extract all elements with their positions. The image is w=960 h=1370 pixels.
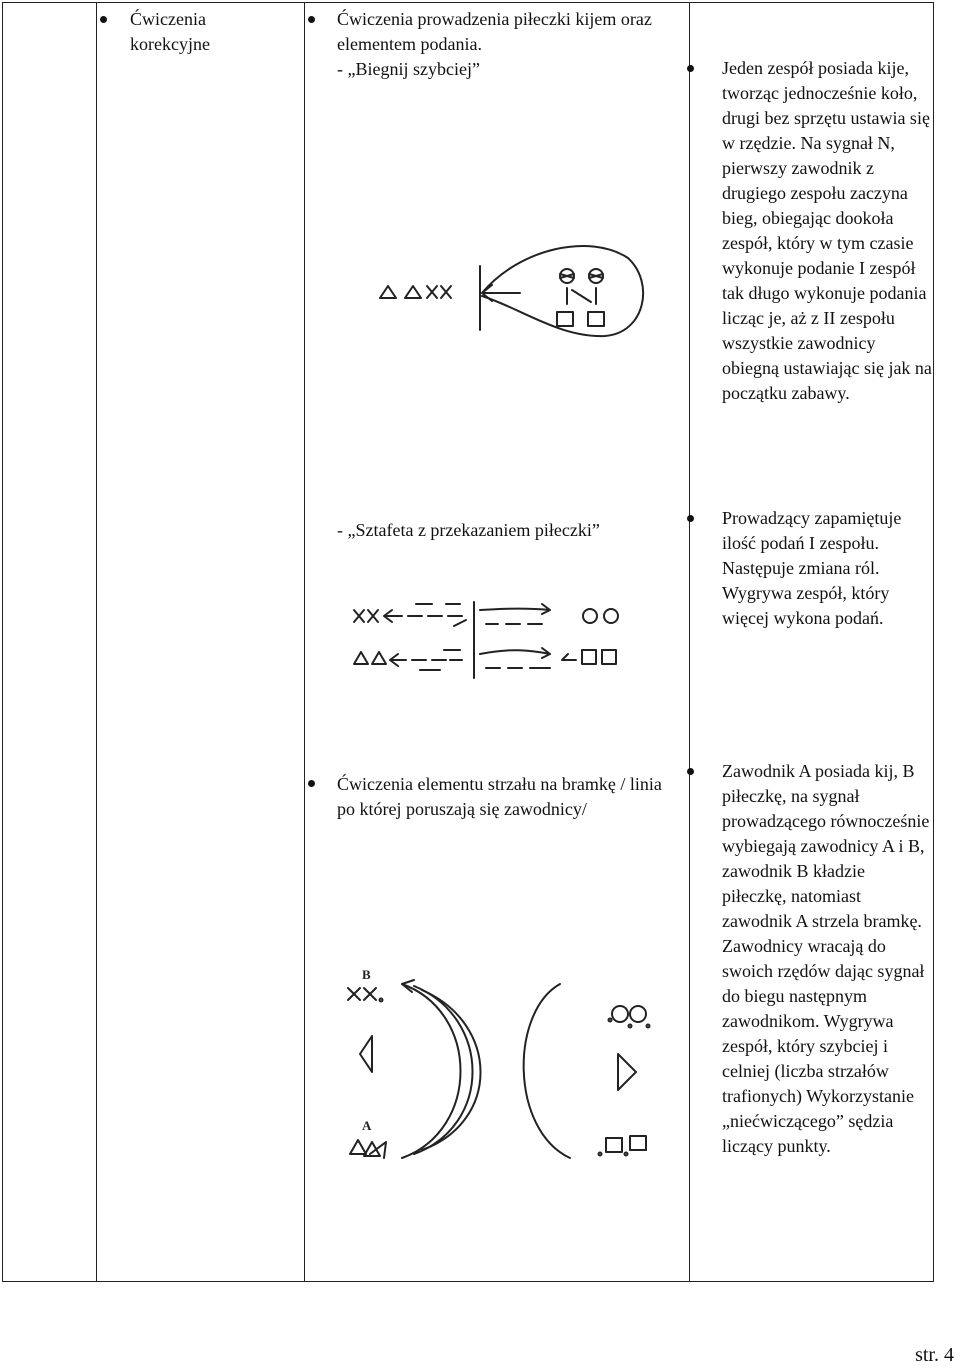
bullet-ex1	[308, 16, 315, 23]
col1-title: Ćwiczenia korekcyjne	[130, 9, 210, 54]
ex2-title: Ćwiczenia elementu strzału na bramkę / linia po której poruszają się zawodnicy/	[337, 774, 662, 819]
ex1-title: Ćwiczenia prowadzenia piłeczki kijem oraz elementem podania.	[337, 9, 652, 54]
column-divider-3	[689, 2, 690, 1282]
diagram-biegnij-szybciej	[370, 238, 650, 348]
column-divider-2	[304, 2, 305, 1282]
page-number: str. 4	[915, 1344, 954, 1366]
ex1-desc1: Jeden zespół posiada kije, tworząc jednocześnie koło, drugi bez sprzętu ustawia się w rzędzie. Na sygnał N, pierwszy zawodnik z drugiego zespołu zaczyna bieg, obiegając dookoła zespół, który w tym czasie wykonuje podanie I zespół tak długo wykonuje podania licząc je, aż z II zespołu wszystkie zawodnicy obiegną ustawiając się jak na początku zabawy.	[722, 58, 932, 403]
diagram-label-a: A	[362, 1118, 372, 1133]
ex1-desc2: Prowadzący zapamiętuje ilość podań I zespołu. Następuje zmiana ról. Wygrywa zespół, który więcej wykona podań.	[722, 508, 902, 628]
diagram-label-b: B	[362, 967, 371, 982]
bullet-desc2	[687, 515, 694, 522]
diagram-sztafeta	[350, 598, 625, 688]
ex1-game1-name: - „Biegnij szybciej”	[337, 59, 480, 79]
column-divider-1	[96, 2, 97, 1282]
bullet-ex2-desc	[687, 768, 694, 775]
ex2-desc: Zawodnik A posiada kij, B piłeczkę, na sygnał prowadzącego równocześnie wybiegają zawodnicy A i B, zawodnik B kładzie piłeczkę, natomiast zawodnik A strzela bramkę. Zawodnicy wracają do swoich rzędów dając sygnał do biegu następnym zawodnikom. Wygrywa zespół, który szybciej i celniej (liczba strzałów trafionych) Wykorzystanie „niećwiczącego” sędzia liczący punkty.	[722, 761, 930, 1156]
bullet-col1	[100, 16, 107, 23]
diagram-strzal-na-bramke	[340, 962, 660, 1177]
bullet-desc1	[687, 65, 694, 72]
bullet-ex2	[308, 780, 315, 787]
ex1-game2-name: - „Sztafeta z przekazaniem piłeczki”	[337, 520, 600, 540]
